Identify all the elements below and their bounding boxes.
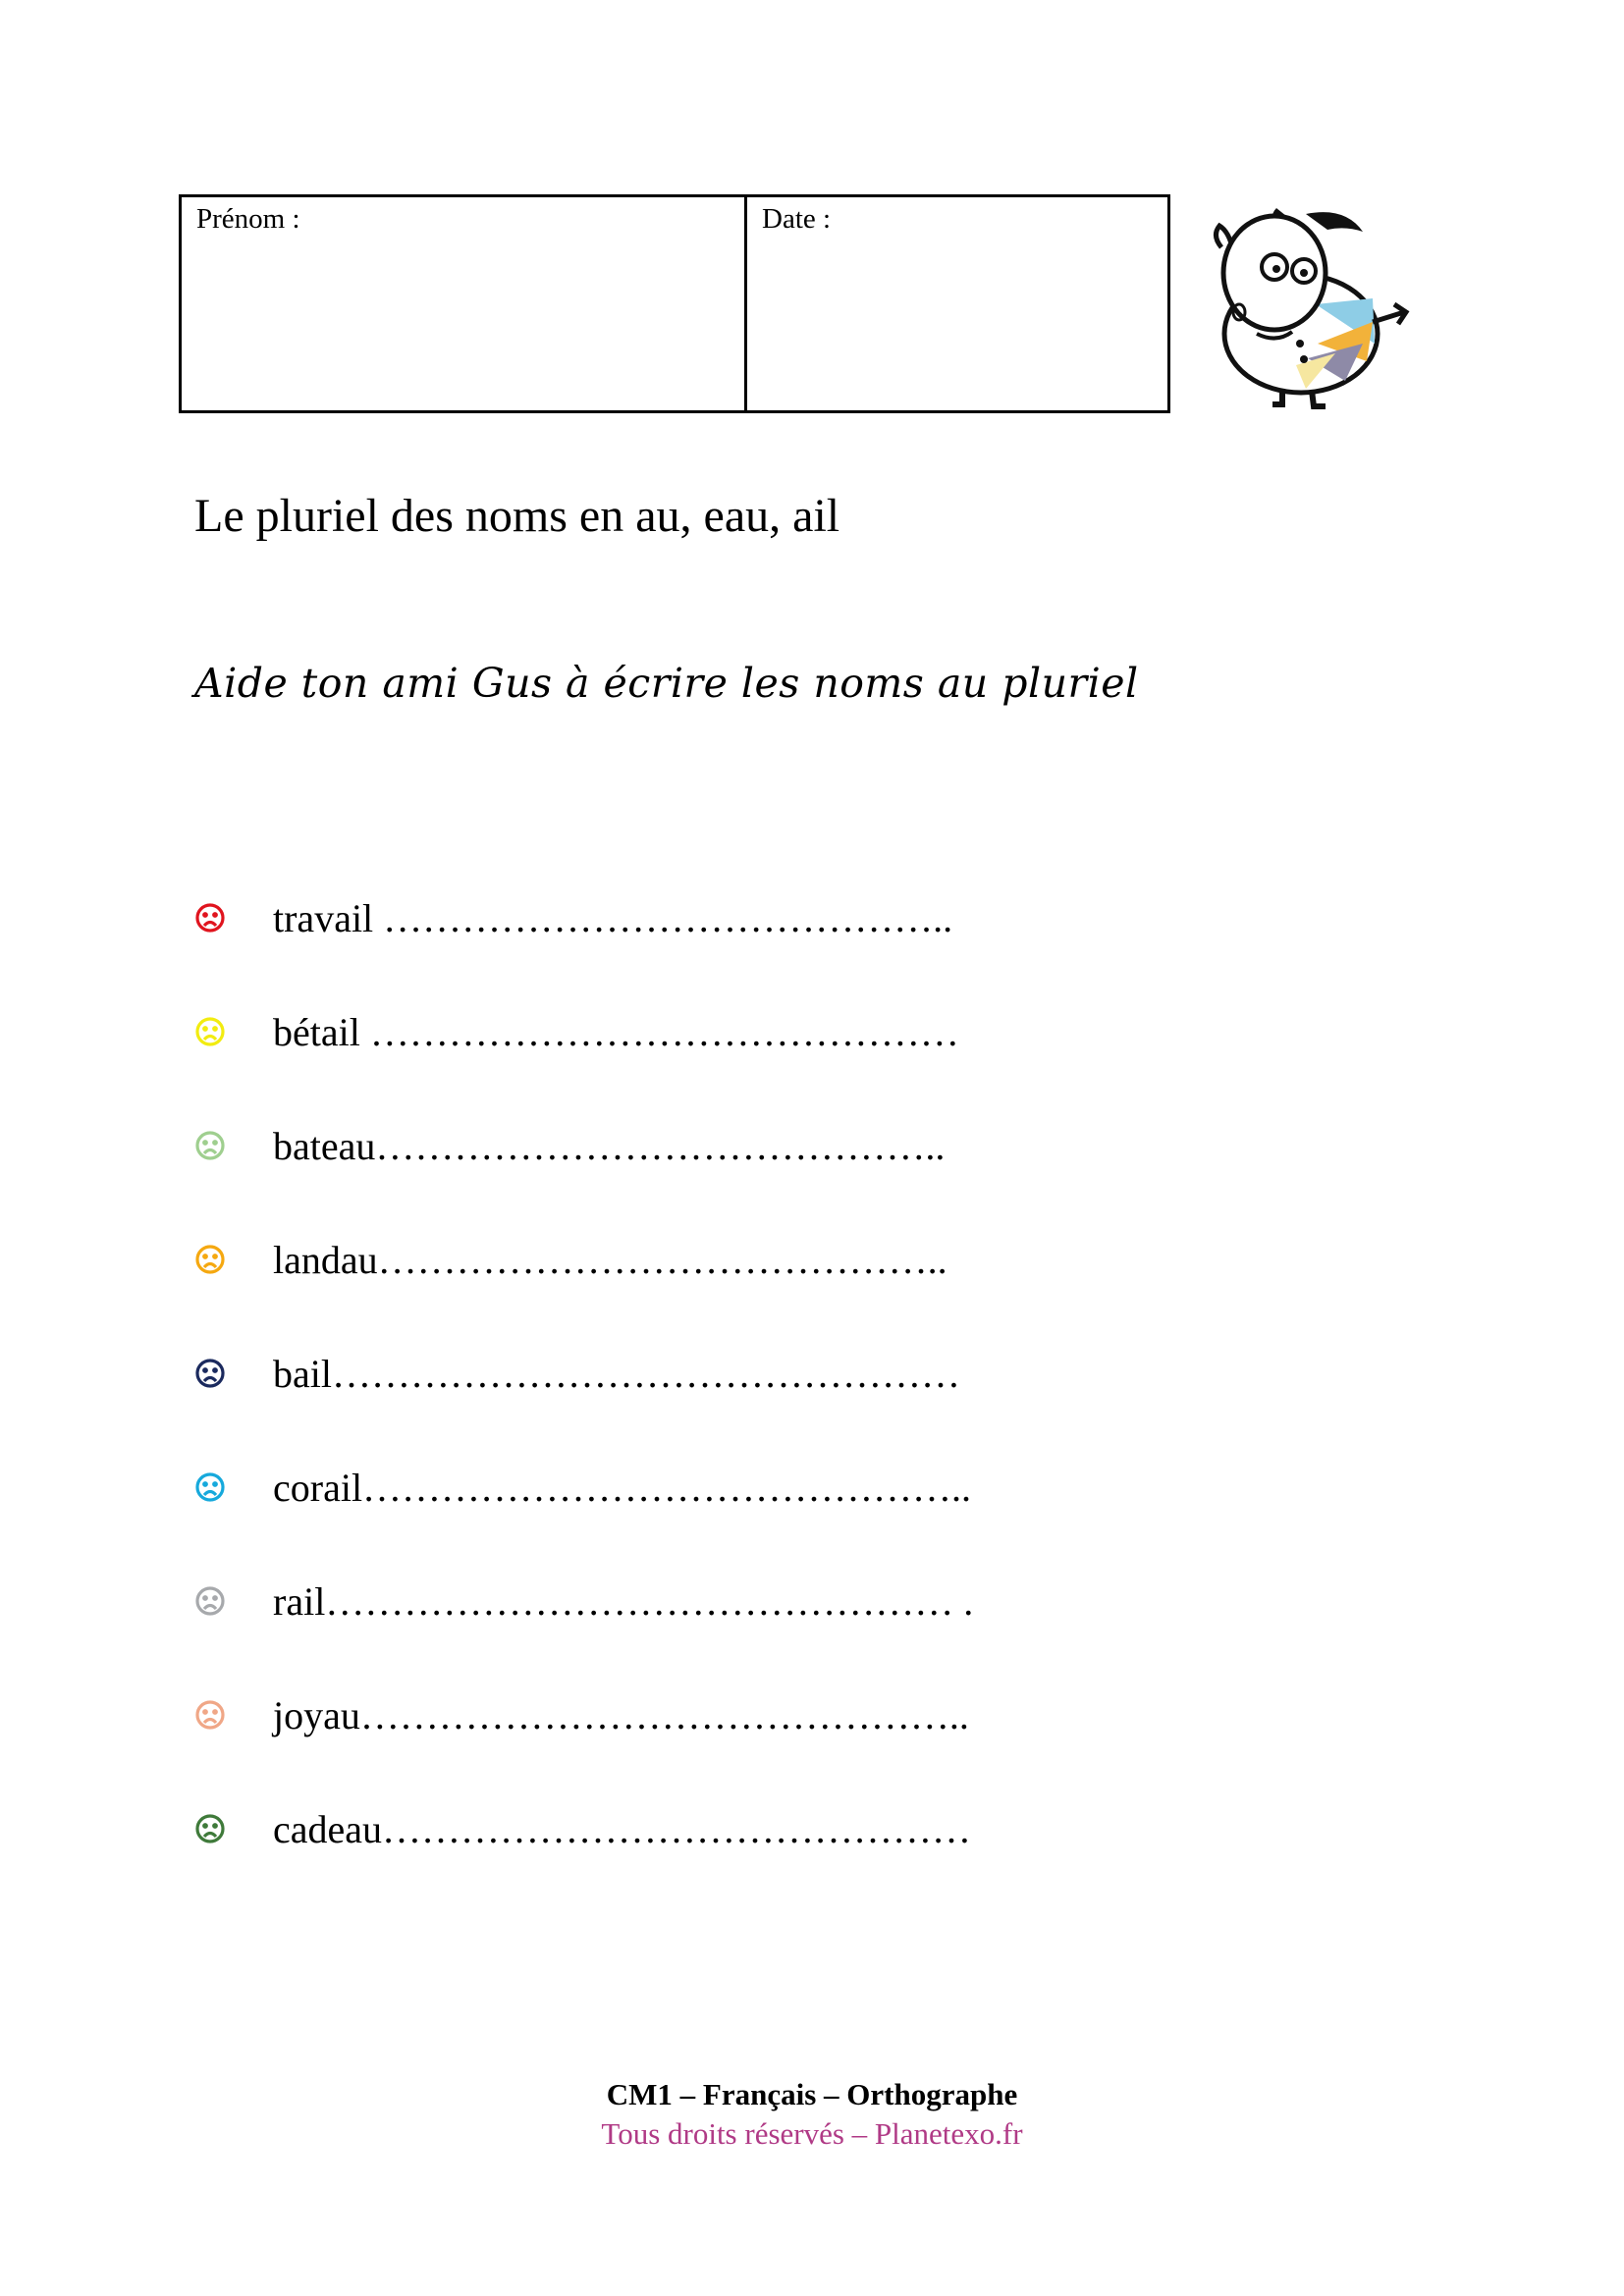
word-to-pluralize: bateau…………………………………….. <box>273 1123 946 1168</box>
sad-face-icon <box>194 1244 226 1275</box>
sad-face-icon <box>194 1130 226 1161</box>
word-to-pluralize: corail……………………………………….. <box>273 1465 972 1510</box>
prenom-field[interactable] <box>182 197 747 410</box>
sad-face-icon <box>194 1699 226 1731</box>
footer-copyright: Tous droits réservés – Planetexo.fr <box>601 2116 1023 2151</box>
word-to-pluralize: rail………………………………………… . <box>273 1578 974 1624</box>
word-to-pluralize: bail………………………………………… <box>273 1351 960 1396</box>
sad-face-icon <box>194 1471 226 1503</box>
student-info-box <box>179 194 1170 413</box>
word-to-pluralize: cadeau……………………………………… <box>273 1806 972 1851</box>
sad-face-icon <box>194 1813 226 1844</box>
page-title: Le pluriel des noms en au, eau, ail <box>194 490 840 542</box>
word-to-pluralize: travail …………………………………….. <box>273 895 953 940</box>
sad-face-icon <box>194 902 226 934</box>
sheep-mascot-icon <box>1198 196 1419 417</box>
word-to-pluralize: joyau……………………………………….. <box>273 1692 969 1737</box>
sad-face-icon <box>194 1585 226 1617</box>
sad-face-icon <box>194 1016 226 1047</box>
word-to-pluralize: landau…………………………………….. <box>273 1237 947 1282</box>
date-label: Date : <box>762 203 832 235</box>
footer-course-label: CM1 – Français – Orthographe <box>606 2077 1018 2111</box>
word-to-pluralize: bétail ……………………………………… <box>273 1009 959 1054</box>
date-field[interactable] <box>747 197 1167 410</box>
prenom-label: Prénom : <box>196 203 300 235</box>
instruction-text: Aide ton ami Gus à écrire les noms au pluriel <box>194 660 1139 707</box>
sad-face-icon <box>194 1358 226 1389</box>
